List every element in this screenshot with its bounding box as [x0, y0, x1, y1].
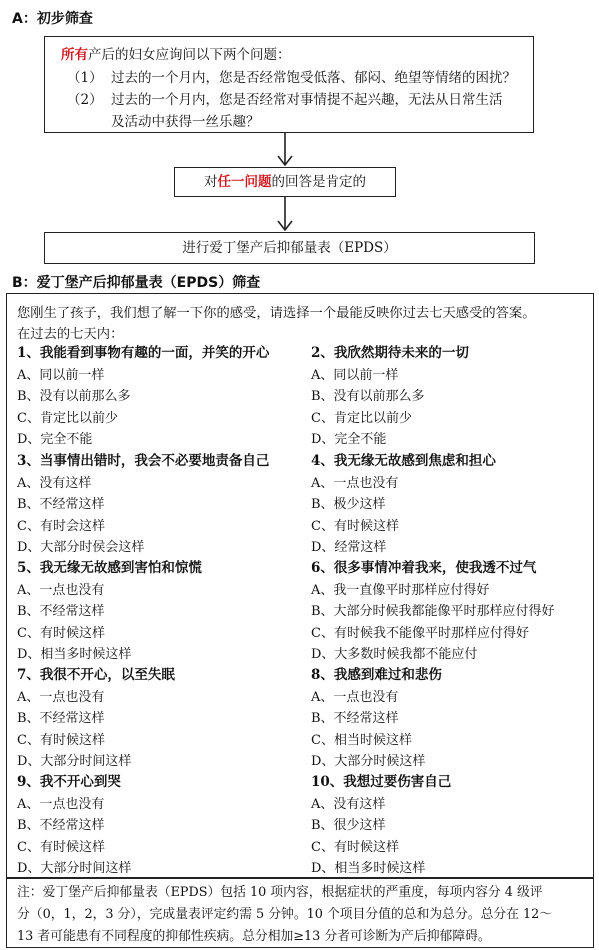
- answer-option[interactable]: C、相当时候这样: [311, 732, 412, 748]
- epds-question-5: [17, 558, 297, 666]
- question-title: 6、很多事情冲着我来，使我透不过气: [311, 560, 537, 576]
- question-1-number: （1）: [67, 70, 103, 86]
- answer-option[interactable]: A、没有这样: [311, 796, 386, 812]
- answer-option[interactable]: C、肯定比以前少: [17, 410, 118, 426]
- epds-question-4: [311, 451, 591, 559]
- answer-option[interactable]: A、一点也没有: [17, 796, 105, 812]
- section-a-title: A：初步筛查: [12, 11, 93, 27]
- answer-option[interactable]: B、不经常这样: [311, 711, 399, 726]
- answer-option[interactable]: C、有时候这样: [311, 518, 399, 534]
- down-arrow-icon: [275, 197, 295, 233]
- answer-option[interactable]: D、相当多时候这样: [17, 647, 132, 662]
- answer-option[interactable]: D、完全不能: [311, 432, 387, 447]
- epds-question-9: [17, 772, 297, 880]
- answer-option[interactable]: A、一点也没有: [17, 689, 105, 705]
- note-line-3: 13 者可能患有不同程度的抑郁性疾病。总分相加≥13 分者可诊断为产后抑郁障碍。: [17, 929, 491, 944]
- answer-option[interactable]: C、有时候这样: [17, 625, 105, 641]
- epds-question-3: [17, 451, 297, 559]
- question-title: 4、我无缘无故感到焦虑和担心: [311, 453, 496, 469]
- step2-emphasis: 任一问题: [217, 174, 272, 190]
- question-2-text-line1: 过去的一个月内，您是否经常对事情提不起兴趣，无法从日常生活: [111, 92, 503, 108]
- answer-option[interactable]: A、一点也没有: [17, 582, 105, 598]
- answer-option[interactable]: C、有时候这样: [17, 732, 105, 748]
- answer-option[interactable]: B、没有以前那么多: [311, 389, 425, 404]
- answer-option[interactable]: A、同以前一样: [311, 367, 399, 383]
- answer-option[interactable]: A、我一直像平时那样应付得好: [311, 582, 490, 598]
- question-title: 5、我无缘无故感到害怕和惊慌: [17, 560, 202, 576]
- answer-option[interactable]: C、肯定比以前少: [311, 410, 412, 426]
- intro-line: [61, 43, 291, 63]
- answer-option[interactable]: B、不经常这样: [17, 604, 105, 619]
- epds-intro-line2: 在过去的七天内：: [17, 327, 124, 342]
- answer-option[interactable]: D、经常这样: [311, 540, 387, 555]
- answer-option[interactable]: A、一点也没有: [311, 475, 399, 491]
- intro-emphasis: 所有: [61, 47, 88, 63]
- answer-option[interactable]: A、一点也没有: [311, 689, 399, 705]
- answer-option[interactable]: B、没有以前那么多: [17, 389, 131, 404]
- answer-option[interactable]: D、相当多时候这样: [311, 861, 426, 876]
- answer-option[interactable]: B、极少这样: [311, 497, 386, 512]
- answer-option[interactable]: A、同以前一样: [17, 367, 105, 383]
- answer-option[interactable]: D、大部分时间这样: [17, 861, 132, 876]
- epds-step-box: [44, 232, 535, 264]
- affirmative-answer-box: [174, 167, 396, 197]
- question-2-text-line2: 及活动中获得一丝乐趣？: [111, 114, 260, 130]
- answer-option[interactable]: D、大多数时候我都不能应付: [311, 647, 478, 662]
- answer-option[interactable]: D、大部分时间这样: [17, 754, 132, 769]
- screening-questions-box: [44, 36, 534, 133]
- step2-suffix: 的回答是肯定的: [271, 174, 366, 190]
- question-title: 1、我能看到事物有趣的一面，并笑的开心: [17, 345, 270, 361]
- answer-option[interactable]: B、不经常这样: [17, 497, 105, 512]
- question-title: 3、当事情出错时，我会不必要地责备自己: [17, 453, 270, 469]
- answer-option[interactable]: B、大部分时候我都能像平时那样应付得好: [311, 604, 555, 619]
- answer-option[interactable]: C、有时候我不能像平时那样应付得好: [311, 625, 529, 641]
- question-2-number: （2）: [67, 92, 103, 108]
- epds-question-7: [17, 665, 297, 773]
- epds-question-8: [311, 665, 591, 773]
- answer-option[interactable]: D、完全不能: [17, 432, 93, 447]
- epds-question-10: [311, 772, 591, 880]
- answer-option[interactable]: D、大部分时侯会这样: [17, 540, 145, 555]
- answer-option[interactable]: C、有时会这样: [17, 518, 105, 534]
- question-title: 2、我欣然期待未来的一切: [311, 345, 469, 361]
- intro-text: 产后的妇女应询问以下两个问题：: [88, 47, 291, 63]
- epds-intro-line1: 您刚生了孩子，我们想了解一下你的感受，请选择一个最能反映你过去七天感受的答案。: [17, 306, 536, 321]
- epds-question-6: [311, 558, 591, 666]
- note-box: [6, 878, 594, 948]
- answer-option[interactable]: A、没有这样: [17, 475, 92, 491]
- epds-question-1: [17, 343, 297, 451]
- answer-option[interactable]: C、有时候这样: [17, 839, 105, 855]
- section-b-title: B：爱丁堡产后抑郁量表（EPDS）筛查: [12, 275, 261, 291]
- answer-option[interactable]: B、很少这样: [311, 818, 386, 833]
- question-title: 9、我不开心到哭: [17, 774, 121, 790]
- question-title: 10、我想过要伤害自己: [311, 774, 452, 790]
- epds-step-text: 进行爱丁堡产后抑郁量表（EPDS）: [182, 240, 397, 256]
- epds-question-2: [311, 343, 591, 451]
- step2-prefix: 对: [204, 174, 218, 190]
- question-title: 7、我很不开心，以至失眠: [17, 667, 175, 683]
- answer-option[interactable]: B、不经常这样: [17, 818, 105, 833]
- answer-option[interactable]: B、不经常这样: [17, 711, 105, 726]
- note-line-1: 注：爱丁堡产后抑郁量表（EPDS）包括 10 项内容，根据症状的严重度，每项内容分 4 级评: [17, 885, 543, 900]
- answer-option[interactable]: D、大部分时候这样: [311, 754, 426, 769]
- answer-option[interactable]: C、有时候这样: [311, 839, 399, 855]
- question-title: 8、我感到难过和悲伤: [311, 667, 442, 683]
- note-line-2: 分（0，1，2，3 分），完成量表评定约需 5 分钟。10 个项目分值的总和为总分。总分在 12～: [17, 907, 553, 922]
- question-1-text: 过去的一个月内，您是否经常饱受低落、郁闷、绝望等情绪的困扰？: [111, 70, 516, 86]
- down-arrow-icon: [275, 132, 295, 168]
